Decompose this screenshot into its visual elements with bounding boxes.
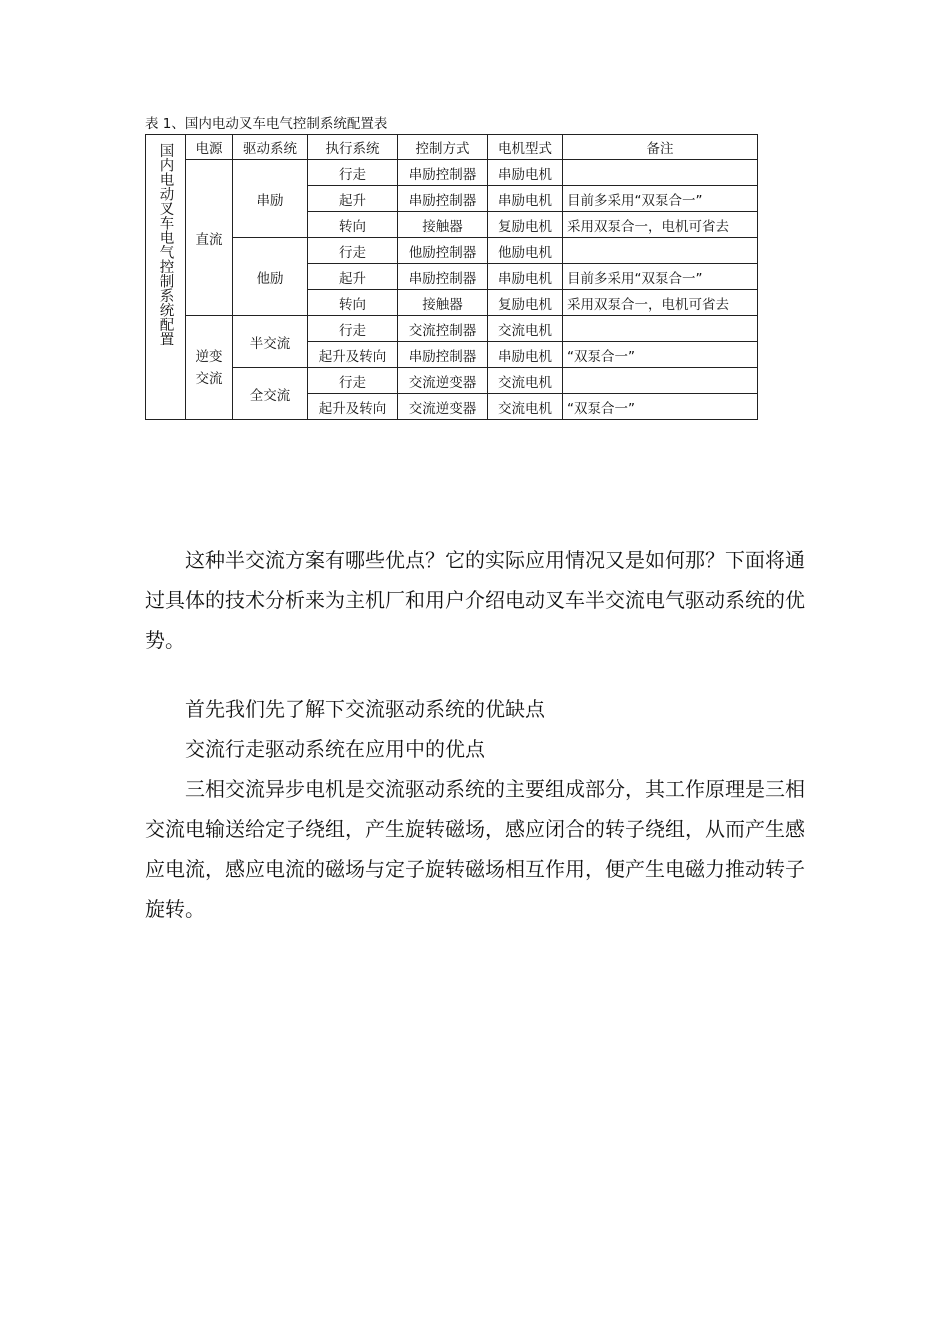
note-cell: 目前多采用“双泵合一”	[563, 186, 758, 212]
table-row	[146, 160, 758, 186]
paragraph-heading-advantages: 交流行走驱动系统在应用中的优点	[185, 737, 485, 761]
row-header-text: 国内电动叉车电气控制系统配置	[157, 143, 174, 346]
table-caption: 表 1、国内电动叉车电气控制系统配置表	[145, 116, 388, 132]
exec-cell: 起升	[308, 186, 398, 212]
control-cell: 串励控制器	[398, 264, 488, 290]
power-ac-line2: 交流	[195, 370, 223, 387]
exec-cell: 起升	[308, 264, 398, 290]
exec-cell: 转向	[308, 290, 398, 316]
header-cell: 电源	[186, 135, 233, 160]
control-cell: 接触器	[398, 290, 488, 316]
control-cell: 交流逆变器	[398, 368, 488, 394]
note-cell: 目前多采用“双泵合一”	[563, 264, 758, 290]
motor-cell: 他励电机	[488, 238, 563, 264]
drive-cell-separate: 他励	[233, 238, 308, 316]
body-text	[145, 540, 815, 929]
control-cell: 他励控制器	[398, 238, 488, 264]
paragraph-motor-principle: 三相交流异步电机是交流驱动系统的主要组成部分，其工作原理是三相交流电输送给定子绕组，产生旋转磁场，感应闭合的转子绕组，从而产生感应电流，感应电流的磁场与定子旋转磁场相互作用，便产生电磁力推动转子旋转。	[145, 777, 805, 921]
motor-cell: 串励电机	[488, 264, 563, 290]
exec-cell: 行走	[308, 368, 398, 394]
header-cell: 执行系统	[308, 135, 398, 160]
motor-cell: 交流电机	[488, 368, 563, 394]
table-row	[146, 238, 758, 264]
exec-cell: 行走	[308, 238, 398, 264]
config-table	[145, 134, 758, 420]
control-cell: 串励控制器	[398, 342, 488, 368]
exec-cell: 转向	[308, 212, 398, 238]
paragraph-heading-pros-cons: 首先我们先了解下交流驱动系统的优缺点	[185, 697, 545, 721]
power-cell-ac	[186, 316, 233, 420]
control-cell: 交流逆变器	[398, 394, 488, 420]
table-row	[146, 316, 758, 342]
config-table-wrapper	[145, 134, 760, 425]
note-cell: “双泵合一”	[563, 342, 758, 368]
motor-cell: 串励电机	[488, 342, 563, 368]
table-header-row	[146, 135, 758, 160]
paragraph-intro: 这种半交流方案有哪些优点？它的实际应用情况又是如何那？下面将通过具体的技术分析来为主机厂和用户介绍电动叉车半交流电气驱动系统的优势。	[145, 548, 805, 652]
drive-cell-full-ac: 全交流	[233, 368, 308, 420]
control-cell: 串励控制器	[398, 160, 488, 186]
motor-cell: 复励电机	[488, 212, 563, 238]
note-cell	[563, 160, 758, 186]
header-cell: 备注	[563, 135, 758, 160]
header-cell: 驱动系统	[233, 135, 308, 160]
table-row	[146, 368, 758, 394]
motor-cell: 复励电机	[488, 290, 563, 316]
note-cell: 采用双泵合一，电机可省去	[563, 212, 758, 238]
motor-cell: 交流电机	[488, 316, 563, 342]
config-table-block	[145, 114, 760, 425]
control-cell: 交流控制器	[398, 316, 488, 342]
exec-cell: 行走	[308, 160, 398, 186]
note-cell	[563, 368, 758, 394]
note-cell	[563, 238, 758, 264]
note-cell	[563, 316, 758, 342]
drive-cell-series: 串励	[233, 160, 308, 238]
paragraph-gap	[145, 660, 815, 689]
exec-cell: 起升及转向	[308, 342, 398, 368]
header-cell: 电机型式	[488, 135, 563, 160]
drive-cell-half-ac: 半交流	[233, 316, 308, 368]
control-cell: 接触器	[398, 212, 488, 238]
header-cell: 控制方式	[398, 135, 488, 160]
power-ac-line1: 逆变	[195, 348, 223, 365]
row-header-cell	[146, 135, 186, 420]
motor-cell: 串励电机	[488, 160, 563, 186]
exec-cell: 起升及转向	[308, 394, 398, 420]
power-cell-dc: 直流	[186, 160, 233, 316]
motor-cell: 交流电机	[488, 394, 563, 420]
exec-cell: 行走	[308, 316, 398, 342]
note-cell: “双泵合一”	[563, 394, 758, 420]
note-cell: 采用双泵合一，电机可省去	[563, 290, 758, 316]
control-cell: 串励控制器	[398, 186, 488, 212]
motor-cell: 串励电机	[488, 186, 563, 212]
